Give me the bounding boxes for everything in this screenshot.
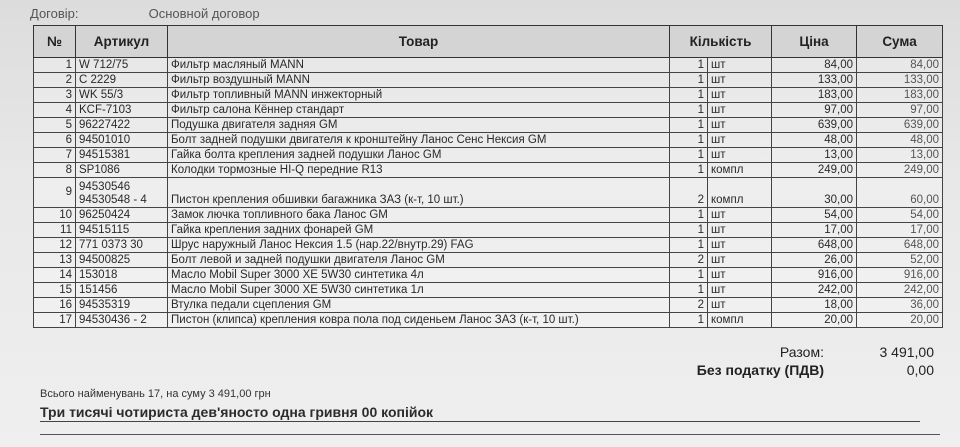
row-num: 3 [34,88,76,103]
table-row [34,283,943,298]
amount-in-words: Три тисячі чотириста дев'яносто одна гривня 00 копійок [40,404,434,420]
row-product: Масло Mobil Super 3000 XE 5W30 синтетика 4л [168,268,670,283]
row-article-line: 94530546 [79,181,131,193]
col-header-num: № [34,26,76,58]
row-sum: 133,00 [857,73,943,88]
row-qty: 1 [670,223,708,238]
row-product: Фильтр воздушный MANN [168,73,670,88]
row-qty: 1 [670,283,708,298]
row-qty: 1 [670,163,708,178]
row-article: 94530436 - 2 [76,313,168,328]
row-price: 916,00 [772,268,857,283]
row-article: 153018 [76,268,168,283]
row-product: Масло Mobil Super 3000 XE 5W30 синтетика 1л [168,283,670,298]
row-product: Болт левой и задней подушки двигателя Ланос GM [168,253,670,268]
row-price: 30,00 [772,178,857,208]
row-qty: 1 [670,133,708,148]
table-row [34,73,943,88]
table-row [34,118,943,133]
row-price: 17,00 [772,223,857,238]
table-row [34,88,943,103]
row-num: 1 [34,58,76,73]
signature-line [40,434,940,435]
row-price: 249,00 [772,163,857,178]
col-header-qty: Кількість [670,26,772,58]
row-price: 84,00 [772,58,857,73]
table-row [34,133,943,148]
contract-label: Договір: [30,6,79,21]
row-product: Гайка крепления задних фонарей GM [168,223,670,238]
row-num: 6 [34,133,76,148]
row-num: 12 [34,238,76,253]
row-article: WK 55/3 [76,88,168,103]
row-unit: компл [708,178,772,208]
row-price: 20,00 [772,313,857,328]
row-num: 11 [34,223,76,238]
row-qty: 2 [670,178,708,208]
row-article: SP1086 [76,163,168,178]
divider-line [40,421,920,422]
row-article: 96250424 [76,208,168,223]
row-price: 242,00 [772,283,857,298]
table-row [34,208,943,223]
row-article: 771 0373 30 [76,238,168,253]
table-header-row [34,26,943,58]
row-sum: 639,00 [857,118,943,133]
row-unit: шт [708,88,772,103]
row-product: Фильтр топливный MANN инжекторный [168,88,670,103]
row-qty: 1 [670,238,708,253]
row-qty: 2 [670,298,708,313]
total-row [744,344,934,360]
row-unit: шт [708,268,772,283]
row-qty: 1 [670,208,708,223]
row-sum: 36,00 [857,298,943,313]
table-row [34,148,943,163]
row-qty: 1 [670,73,708,88]
row-price: 97,00 [772,103,857,118]
row-num: 14 [34,268,76,283]
row-sum: 20,00 [857,313,943,328]
items-summary: Всього найменувань 17, на суму 3 491,00 грн [40,388,271,400]
row-product: Фильтр салона Кённер стандарт [168,103,670,118]
row-article [76,178,168,208]
vat-row [624,362,934,378]
row-unit: шт [708,298,772,313]
row-article: 94535319 [76,298,168,313]
row-article: C 2229 [76,73,168,88]
row-sum: 13,00 [857,148,943,163]
table-row [34,298,943,313]
row-sum: 242,00 [857,283,943,298]
vat-value: 0,00 [906,362,934,378]
row-product: Пистон крепления обшивки багажника ЗАЗ (к-т, 10 шт.) [168,178,670,208]
table-row [34,103,943,118]
row-unit: компл [708,163,772,178]
row-article: 94501010 [76,133,168,148]
row-price: 639,00 [772,118,857,133]
row-product: Колодки тормозные HI-Q передние R13 [168,163,670,178]
row-qty: 2 [670,253,708,268]
row-price: 26,00 [772,253,857,268]
row-num: 4 [34,103,76,118]
row-unit: шт [708,208,772,223]
row-num: 15 [34,283,76,298]
row-article: 94515381 [76,148,168,163]
table-row [34,313,943,328]
row-num: 13 [34,253,76,268]
row-price: 648,00 [772,238,857,253]
col-header-sum: Сума [857,26,943,58]
table-row [34,163,943,178]
row-qty: 1 [670,313,708,328]
row-unit: шт [708,283,772,298]
row-num: 9 [34,178,76,208]
contract-line [30,6,260,21]
row-article: KCF-7103 [76,103,168,118]
table-row [34,268,943,283]
row-sum: 249,00 [857,163,943,178]
row-qty: 1 [670,118,708,133]
row-price: 48,00 [772,133,857,148]
row-num: 16 [34,298,76,313]
row-price: 54,00 [772,208,857,223]
row-unit: шт [708,223,772,238]
row-unit: шт [708,253,772,268]
row-article: 94500825 [76,253,168,268]
contract-value: Основной договор [148,6,260,21]
total-label: Разом: [779,344,824,360]
row-unit: шт [708,238,772,253]
table-row [34,178,943,208]
row-product: Замок лючка топливного бака Ланос GM [168,208,670,223]
row-qty: 1 [670,103,708,118]
row-sum: 48,00 [857,133,943,148]
row-unit: шт [708,58,772,73]
row-unit: шт [708,148,772,163]
row-product: Шрус наружный Ланос Нексия 1.5 (нар.22/внутр.29) FAG [168,238,670,253]
row-sum: 52,00 [857,253,943,268]
row-article: 94515115 [76,223,168,238]
row-price: 18,00 [772,298,857,313]
row-sum: 916,00 [857,268,943,283]
row-sum: 97,00 [857,103,943,118]
row-qty: 1 [670,88,708,103]
row-unit: шт [708,73,772,88]
row-product: Втулка педали сцепления GM [168,298,670,313]
table-row [34,238,943,253]
row-qty: 1 [670,58,708,73]
row-article: 151456 [76,283,168,298]
row-sum: 17,00 [857,223,943,238]
col-header-article: Артикул [76,26,168,58]
table-row [34,223,943,238]
row-qty: 1 [670,268,708,283]
row-unit: компл [708,313,772,328]
invoice-table [33,25,943,328]
row-unit: шт [708,103,772,118]
row-product: Болт задней подушки двигателя к кронштейну Ланос Сенс Нексия GM [168,133,670,148]
row-num: 7 [34,148,76,163]
col-header-price: Ціна [772,26,857,58]
row-product: Пистон (клипса) крепления ковра пола под сиденьем Ланос ЗАЗ (к-т, 10 шт.) [168,313,670,328]
row-num: 17 [34,313,76,328]
row-sum: 84,00 [857,58,943,73]
table-row [34,58,943,73]
row-article: W 712/75 [76,58,168,73]
row-price: 183,00 [772,88,857,103]
row-unit: шт [708,118,772,133]
row-price: 13,00 [772,148,857,163]
table-body [34,58,943,328]
row-product: Подушка двигателя задняя GM [168,118,670,133]
row-product: Гайка болта крепления задней подушки Ланос GM [168,148,670,163]
table-row [34,253,943,268]
row-sum: 648,00 [857,238,943,253]
row-num: 5 [34,118,76,133]
row-num: 10 [34,208,76,223]
row-article: 96227422 [76,118,168,133]
row-sum: 60,00 [857,178,943,208]
row-num: 8 [34,163,76,178]
row-num: 2 [34,73,76,88]
row-sum: 183,00 [857,88,943,103]
row-product: Фильтр масляный MANN [168,58,670,73]
row-article-line: 94530548 - 4 [79,194,147,206]
col-header-product: Товар [168,26,670,58]
row-qty: 1 [670,148,708,163]
row-unit: шт [708,133,772,148]
total-value: 3 491,00 [879,344,934,360]
row-sum: 54,00 [857,208,943,223]
row-price: 133,00 [772,73,857,88]
vat-label: Без податку (ПДВ) [696,362,824,378]
